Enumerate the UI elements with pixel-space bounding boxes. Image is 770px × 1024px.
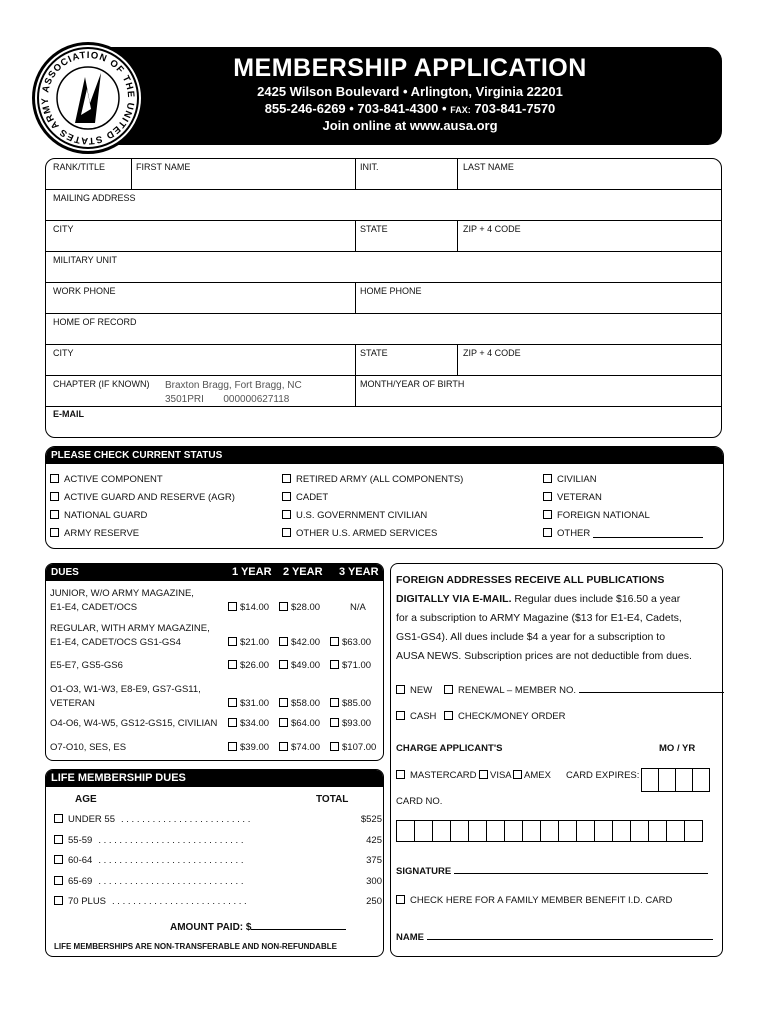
- email-field[interactable]: E-MAIL: [53, 409, 84, 419]
- amount-paid[interactable]: AMOUNT PAID: $: [170, 922, 346, 933]
- init-field[interactable]: INIT.: [360, 162, 379, 172]
- checkbox-icon[interactable]: [543, 474, 552, 483]
- state-field[interactable]: STATE: [360, 224, 388, 234]
- checkbox-icon[interactable]: [50, 528, 59, 537]
- checkbox-icon[interactable]: [444, 685, 453, 694]
- leader-dots: . . . . . . . . . . . . . . . . . . . . . . . . . . . .: [98, 855, 244, 866]
- card-number-boxes[interactable]: [396, 820, 703, 842]
- chapter-field[interactable]: CHAPTER (IF KNOWN): [53, 379, 150, 389]
- status-heading: PLEASE CHECK CURRENT STATUS: [46, 447, 723, 464]
- check-checkbox[interactable]: CHECK/MONEY ORDER: [444, 711, 566, 722]
- card-expires-label: CARD EXPIRES:: [566, 770, 640, 781]
- dues-price-checkbox[interactable]: $107.00: [330, 742, 376, 753]
- checkbox-icon[interactable]: [279, 742, 288, 751]
- checkbox-icon[interactable]: [279, 637, 288, 646]
- dues-price-checkbox[interactable]: $26.00: [228, 660, 269, 671]
- total-heading: TOTAL: [316, 794, 349, 805]
- svg-text:ASSOCIATION OF THE UNITED STAT: ASSOCIATION OF THE UNITED STATES ARMY: [39, 49, 137, 147]
- checkbox-icon[interactable]: [513, 770, 522, 779]
- dues-heading: DUES: [51, 567, 79, 578]
- leader-dots: . . . . . . . . . . . . . . . . . . . . . . . . . . . .: [98, 875, 244, 887]
- dues-price-checkbox[interactable]: $85.00: [330, 698, 371, 709]
- life-row-label: 55-59: [68, 834, 93, 846]
- zip2-field[interactable]: ZIP + 4 CODE: [463, 348, 521, 358]
- life-note: LIFE MEMBERSHIPS ARE NON-TRANSFERABLE AND NON-REFUNDABLE: [54, 942, 337, 951]
- military-unit-field[interactable]: MILITARY UNIT: [53, 255, 118, 265]
- status-checkbox[interactable]: OTHER U.S. ARMED SERVICES: [282, 528, 437, 539]
- checkbox-icon[interactable]: [279, 718, 288, 727]
- dues-price-checkbox[interactable]: $14.00: [228, 602, 269, 613]
- life-row[interactable]: [54, 814, 382, 825]
- mo-yr-heading: MO / YR: [659, 743, 696, 754]
- chapter-value-line2: 3501PRI 000000627118: [165, 394, 290, 405]
- status-checkbox[interactable]: VETERAN: [543, 492, 602, 503]
- status-checkbox[interactable]: RETIRED ARMY (ALL COMPONENTS): [282, 474, 463, 485]
- status-checkbox[interactable]: ARMY RESERVE: [50, 528, 139, 539]
- amex-checkbox[interactable]: AMEX: [513, 770, 551, 781]
- dues-row-label: REGULAR, WITH ARMY MAGAZINE,: [50, 623, 210, 634]
- first-name-field[interactable]: FIRST NAME: [136, 162, 191, 172]
- header-phones: 855-246-6269 • 703-841-4300 • FAX: 703-841-7570: [264, 101, 556, 116]
- dues-price: N/A: [350, 602, 366, 613]
- life-row[interactable]: [54, 855, 382, 866]
- member-info-form: [45, 158, 722, 438]
- visa-checkbox[interactable]: VISA: [479, 770, 512, 781]
- leader-dots: . . . . . . . . . . . . . . . . . . . . . . . . .: [121, 814, 251, 825]
- status-checkbox[interactable]: FOREIGN NATIONAL: [543, 510, 650, 521]
- checkbox-icon[interactable]: [228, 718, 237, 727]
- zip-field[interactable]: ZIP + 4 CODE: [463, 224, 521, 234]
- header-address: 2425 Wilson Boulevard • Arlington, Virginia 22201: [257, 84, 563, 99]
- checkbox-icon[interactable]: [330, 660, 339, 669]
- checkbox-icon[interactable]: [282, 510, 291, 519]
- checkbox-icon[interactable]: [50, 474, 59, 483]
- signature-field[interactable]: SIGNATURE: [396, 866, 708, 877]
- life-row-price: 375: [366, 855, 382, 866]
- life-row-price: 250: [366, 896, 382, 907]
- leader-dots: . . . . . . . . . . . . . . . . . . . . . . . . . .: [112, 896, 247, 907]
- status-checkbox[interactable]: U.S. GOVERNMENT CIVILIAN: [282, 510, 427, 521]
- city2-field[interactable]: CITY: [53, 348, 74, 358]
- life-row-label: 60-64: [68, 855, 93, 866]
- charge-heading: CHARGE APPLICANT'S: [396, 743, 503, 754]
- digital-line: DIGITALLY VIA E-MAIL. Regular dues include $16.50 a year: [396, 593, 681, 605]
- header-online: Join online at www.ausa.org: [322, 118, 498, 133]
- checkbox-icon[interactable]: [330, 742, 339, 751]
- dues-row-sublabel: O7-O10, SES, ES: [50, 742, 127, 753]
- dues-price-checkbox[interactable]: $34.00: [228, 718, 269, 729]
- life-membership-section: [45, 769, 384, 957]
- life-row[interactable]: [54, 875, 382, 887]
- city-field[interactable]: CITY: [53, 224, 74, 234]
- checkbox-icon[interactable]: [396, 770, 405, 779]
- dues-price-checkbox[interactable]: $93.00: [330, 718, 371, 729]
- dues-price-checkbox[interactable]: $71.00: [330, 660, 371, 671]
- foreign-heading: FOREIGN ADDRESSES RECEIVE ALL PUBLICATIONS: [396, 574, 665, 586]
- dues-price-checkbox[interactable]: $49.00: [279, 660, 320, 671]
- dues-row-sublabel: E5-E7, GS5-GS6: [50, 660, 123, 671]
- checkbox-icon[interactable]: [330, 637, 339, 646]
- dues-row-label: JUNIOR, W/O ARMY MAGAZINE,: [50, 588, 194, 599]
- renewal-checkbox[interactable]: RENEWAL – MEMBER NO.: [444, 685, 724, 696]
- life-row[interactable]: [54, 834, 382, 846]
- life-row-price: 425: [366, 834, 382, 846]
- dues-price-checkbox[interactable]: $28.00: [279, 602, 320, 613]
- dues-price-checkbox[interactable]: $63.00: [330, 637, 371, 648]
- dues-rows: [45, 563, 384, 761]
- status-checkbox[interactable]: CADET: [282, 492, 328, 503]
- subscription-line4: AUSA NEWS. Subscription prices are not deductible from dues.: [396, 650, 692, 662]
- cash-checkbox[interactable]: CASH: [396, 711, 436, 722]
- card-expires-boxes[interactable]: [641, 768, 710, 792]
- checkbox-icon[interactable]: [282, 528, 291, 537]
- year3-heading: 3 YEAR: [339, 566, 379, 578]
- checkbox-icon[interactable]: [396, 895, 405, 904]
- home-phone-field[interactable]: HOME PHONE: [360, 286, 422, 296]
- dues-price-checkbox[interactable]: $64.00: [279, 718, 320, 729]
- life-heading: LIFE MEMBERSHIP DUES: [46, 770, 383, 787]
- checkbox-icon[interactable]: [330, 718, 339, 727]
- dues-row-sublabel: VETERAN: [50, 698, 95, 709]
- subscription-line3: GS1-GS4). All dues include $4 a year for a subscription to: [396, 631, 666, 643]
- chapter-value-line1: Braxton Bragg, Fort Bragg, NC: [165, 380, 302, 391]
- seal-icon: [35, 45, 141, 151]
- dues-price-checkbox[interactable]: $31.00: [228, 698, 269, 709]
- dues-row-sublabel: E1-E4, CADET/OCS GS1-GS4: [50, 637, 181, 648]
- life-row-label: UNDER 55: [68, 814, 115, 825]
- dues-row-label: O1-O3, W1-W3, E8-E9, GS7-GS11,: [50, 684, 201, 695]
- work-phone-field[interactable]: WORK PHONE: [53, 286, 116, 296]
- checkbox-icon[interactable]: [396, 685, 405, 694]
- age-heading: AGE: [75, 794, 97, 805]
- dues-row-sublabel: E1-E4, CADET/OCS: [50, 602, 138, 613]
- payment-section: [390, 563, 723, 957]
- other-line[interactable]: [593, 537, 703, 538]
- checkbox-icon[interactable]: [50, 510, 59, 519]
- checkbox-icon[interactable]: [279, 698, 288, 707]
- checkbox-icon[interactable]: [228, 742, 237, 751]
- dues-price-checkbox[interactable]: $74.00: [279, 742, 320, 753]
- home-of-record-field[interactable]: HOME OF RECORD: [53, 317, 137, 327]
- state2-field[interactable]: STATE: [360, 348, 388, 358]
- dues-row-sublabel: O4-O6, W4-W5, GS12-GS15, CIVILIAN: [50, 718, 218, 729]
- year2-heading: 2 YEAR: [283, 566, 323, 578]
- checkbox-icon[interactable]: [54, 855, 63, 864]
- checkbox-icon[interactable]: [543, 492, 552, 501]
- life-row-price: $525: [360, 814, 382, 825]
- checkbox-icon[interactable]: [543, 510, 552, 519]
- checkbox-icon[interactable]: [228, 602, 237, 611]
- card-no-label: CARD NO.: [396, 796, 443, 807]
- checkbox-icon[interactable]: [279, 602, 288, 611]
- checkbox-icon[interactable]: [228, 698, 237, 707]
- status-checkbox[interactable]: ACTIVE COMPONENT: [50, 474, 163, 485]
- name-field[interactable]: NAME: [396, 932, 713, 943]
- life-row[interactable]: [54, 896, 382, 907]
- status-checkbox[interactable]: ACTIVE GUARD AND RESERVE (AGR): [50, 492, 235, 503]
- status-section: [45, 446, 724, 549]
- leader-dots: . . . . . . . . . . . . . . . . . . . . . . . . . . . .: [98, 834, 244, 846]
- status-checkbox[interactable]: NATIONAL GUARD: [50, 510, 147, 521]
- subscription-line2: for a subscription to ARMY Magazine ($13 for E1-E4, Cadets,: [396, 612, 682, 624]
- year1-heading: 1 YEAR: [232, 566, 272, 578]
- dues-price-checkbox[interactable]: $58.00: [279, 698, 320, 709]
- dues-price-checkbox[interactable]: $39.00: [228, 742, 269, 753]
- dues-price-checkbox[interactable]: $42.00: [279, 637, 320, 648]
- page-title: MEMBERSHIP APPLICATION: [233, 54, 587, 82]
- checkbox-icon[interactable]: [282, 474, 291, 483]
- family-card-checkbox[interactable]: CHECK HERE FOR A FAMILY MEMBER BENEFIT I.D. CARD: [396, 895, 672, 906]
- last-name-field[interactable]: LAST NAME: [463, 162, 514, 172]
- checkbox-icon[interactable]: [330, 698, 339, 707]
- checkbox-icon[interactable]: [543, 528, 552, 537]
- checkbox-icon[interactable]: [228, 637, 237, 646]
- checkbox-icon[interactable]: [444, 711, 453, 720]
- checkbox-icon[interactable]: [228, 660, 237, 669]
- checkbox-icon[interactable]: [54, 896, 63, 905]
- checkbox-icon[interactable]: [54, 835, 63, 844]
- checkbox-icon[interactable]: [279, 660, 288, 669]
- checkbox-icon[interactable]: [479, 770, 488, 779]
- ausa-seal-logo: [32, 42, 144, 154]
- checkbox-icon[interactable]: [282, 492, 291, 501]
- status-checkbox[interactable]: OTHER: [543, 528, 703, 539]
- status-checkbox[interactable]: CIVILIAN: [543, 474, 597, 485]
- birth-field[interactable]: MONTH/YEAR OF BIRTH: [360, 379, 465, 389]
- new-checkbox[interactable]: NEW: [396, 685, 432, 696]
- dues-price-checkbox[interactable]: $21.00: [228, 637, 269, 648]
- mailing-address-field[interactable]: MAILING ADDRESS: [53, 193, 136, 203]
- life-row-price: 300: [366, 875, 382, 887]
- checkbox-icon[interactable]: [54, 876, 63, 885]
- life-row-label: 70 PLUS: [68, 896, 107, 907]
- checkbox-icon[interactable]: [50, 492, 59, 501]
- checkbox-icon[interactable]: [396, 711, 405, 720]
- mastercard-checkbox[interactable]: MASTERCARD: [396, 770, 477, 781]
- checkbox-icon[interactable]: [54, 814, 63, 823]
- life-row-label: 65-69: [68, 875, 93, 887]
- rank-title-field[interactable]: RANK/TITLE: [53, 162, 106, 172]
